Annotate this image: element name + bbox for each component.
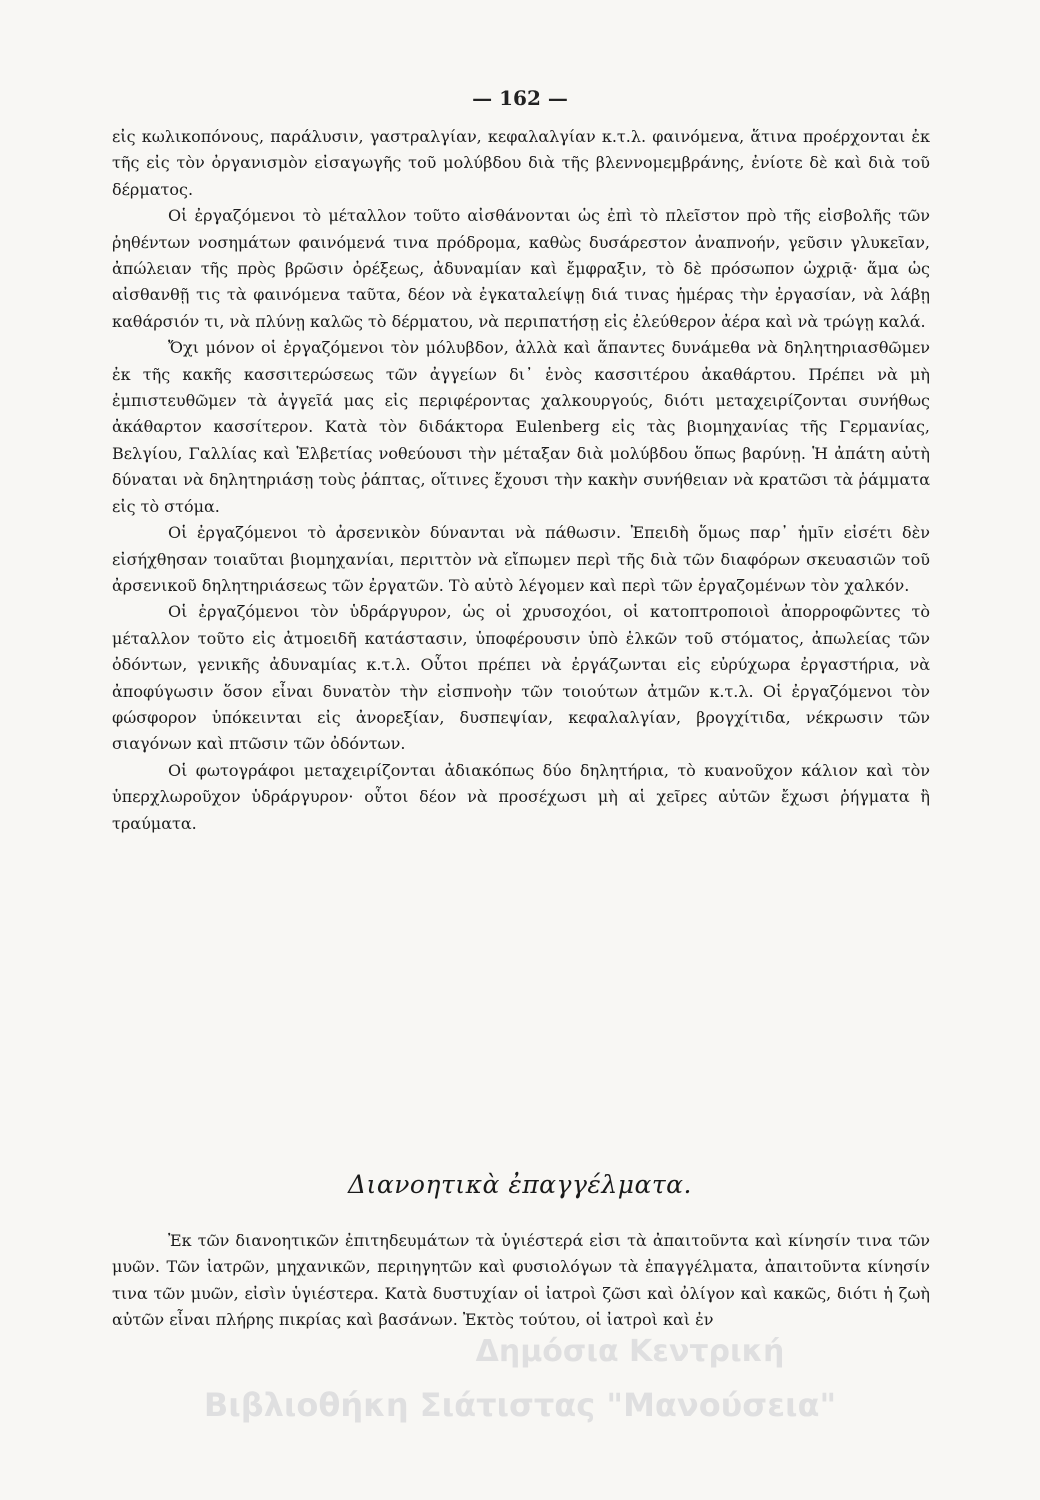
paragraph: Ἐκ τῶν διανοητικῶν ἐπιτηδευμάτων τὰ ὑγιέστερά εἰσι τὰ ἀπαιτοῦντα καὶ κίνησίν τινα τῶν μυῶν. Τῶν ἰατρῶν, μηχανικῶν, περιηγητῶν καὶ φυσιολόγων τὰ ἐπαγγέλματα, ἀπαιτοῦντα κίνησίν τινα τῶν μυῶν, εἰσὶν ὑγιέστερα. Κατὰ δυστυχίαν οἱ ἰατροὶ ζῶσι καὶ ὀλίγον καὶ κακῶς, διότι ἡ ζωὴ αὐτῶν εἶναι πλήρης πικρίας καὶ βασάνων. Ἐκτὸς τούτου, οἱ ἰατροὶ καὶ ἐν — [112, 1231, 930, 1330]
library-watermark-line2: Βιβλιοθήκη Σιάτιστας "Μανούσεια" — [203, 1386, 837, 1424]
library-watermark-line1: Δημόσια Κεντρική — [475, 1334, 785, 1369]
paragraph: Οἱ ἐργαζόμενοι τὸ μέταλλον τοῦτο αἰσθάνονται ὡς ἐπὶ τὸ πλεῖστον πρὸ τῆς εἰσβολῆς τῶν ῥηθέντων νοσημάτων φαινόμενά τινα πρόδρομα, καθὼς δυσάρεστον ἀναπνοήν, γεῦσιν γλυκεῖαν, ἀπώλειαν τῆς πρὸς βρῶσιν ὀρέξεως, ἀδυναμίαν καὶ ἔμφραξιν, τὸ δὲ πρόσωπον ὠχριᾷ· ἅμα ὡς αἰσθανθῇ τις τὰ φαινόμενα ταῦτα, δέον νὰ ἐγκαταλείψῃ διά τινας ἡμέρας τὴν ἐργασίαν, νὰ λάβῃ καθάρσιόν τι, νὰ πλύνῃ καλῶς τὸ δέρματου, νὰ περιπατήσῃ εἰς ἐλεύθερον ἀέρα καὶ νὰ τρώγῃ καλά. — [112, 206, 930, 331]
paragraph: Ὄχι μόνον οἱ ἐργαζόμενοι τὸν μόλυβδον, ἀλλὰ καὶ ἅπαντες δυνάμεθα νὰ δηλητηριασθῶμεν ἐκ τῆς κακῆς κασσιτερώσεως τῶν ἀγγείων δι᾽ ἑνὸς κασσιτέρου ἀκαθάρτου. Πρέπει νὰ μὴ ἐμπιστευθῶμεν τὰ ἀγγεῖά μας εἰς περιφέροντας χαλκουργούς, διότι μεταχειρίζονται συνήθως ἀκάθαρτον κασσίτερον. Κατὰ τὸν διδάκτορα Eulenberg εἰς τὰς βιομηχανίας τῆς Γερμανίας, Βελγίου, Γαλλίας καὶ Ἑλβετίας νοθεύουσι τὴν μέταξαν διὰ μολύβδου ὅπως βαρύνῃ. Ἡ ἀπάτη αὐτὴ δύναται νὰ δηλητηριάσῃ τοὺς ῥάπτας, οἵτινες ἔχουσι τὴν κακὴν συνήθειαν νὰ κρατῶσι τὰ ῥάμματα εἰς τὸ στόμα. — [112, 338, 930, 516]
section-heading: Διανοητικὰ ἐπαγγέλματα. — [348, 1170, 692, 1199]
page-number: — 162 — — [472, 86, 568, 110]
main-text — [112, 124, 930, 837]
paragraph: Οἱ ἐργαζόμενοι τὸ ἀρσενικὸν δύνανται νὰ πάθωσιν. Ἐπειδὴ ὅμως παρ᾽ ἡμῖν εἰσέτι δὲν εἰσήχθησαν τοιαῦται βιομηχανίαι, περιττὸν νὰ εἴπωμεν περὶ τῆς διὰ τῶν διαφόρων σκευασιῶν τοῦ ἀρσενικοῦ δηλητηριάσεως τῶν ἐργατῶν. Τὸ αὐτὸ λέγομεν καὶ περὶ τῶν ἐργαζομένων τὸν χαλκόν. — [112, 523, 930, 595]
paragraph: Οἱ φωτογράφοι μεταχειρίζονται ἀδιακόπως δύο δηλητήρια, τὸ κυανοῦχον κάλιον καὶ τὸν ὑπερχλωροῦχον ὑδράργυρον· οὗτοι δέον νὰ προσέχωσι μὴ αἱ χεῖρες αὐτῶν ἔχωσι ῥήγματα ἢ τραύματα. — [112, 760, 930, 833]
section-text — [112, 1228, 930, 1334]
paragraph: Οἱ ἐργαζόμενοι τὸν ὑδράργυρον, ὡς οἱ χρυσοχόοι, οἱ κατοπτροποιοὶ ἀπορροφῶντες τὸ μέταλλον τοῦτο εἰς ἀτμοειδῆ κατάστασιν, ὑποφέρουσιν ὑπὸ ἑλκῶν τοῦ στόματος, ἀπωλείας τῶν ὀδόντων, γενικῆς ἀδυναμίας κ.τ.λ. Οὗτοι πρέπει νὰ ἐργάζωνται εἰς εὐρύχωρα ἐργαστήρια, νὰ ἀποφύγωσιν ὅσον εἶναι δυνατὸν τὴν εἰσπνοὴν τῶν τοιούτων ἀτμῶν κ.τ.λ. Οἱ ἐργαζόμενοι τὸν φώσφορον ὑπόκεινται εἰς ἀνορεξίαν, δυσπεψίαν, κεφαλαλγίαν, βρογχίτιδα, νέκρωσιν τῶν σιαγόνων καὶ πτῶσιν τῶν ὀδόντων. — [112, 602, 930, 754]
paragraph: εἰς κωλικοπόνους, παράλυσιν, γαστραλγίαν, κεφαλαλγίαν κ.τ.λ. φαινόμενα, ἅτινα προέρχονται ἐκ τῆς εἰς τὸν ὀργανισμὸν εἰσαγωγῆς τοῦ μολύβδου διὰ τῆς βλεννομεμβράνης, ἐνίοτε δὲ καὶ διὰ τοῦ δέρματος. — [112, 127, 930, 199]
